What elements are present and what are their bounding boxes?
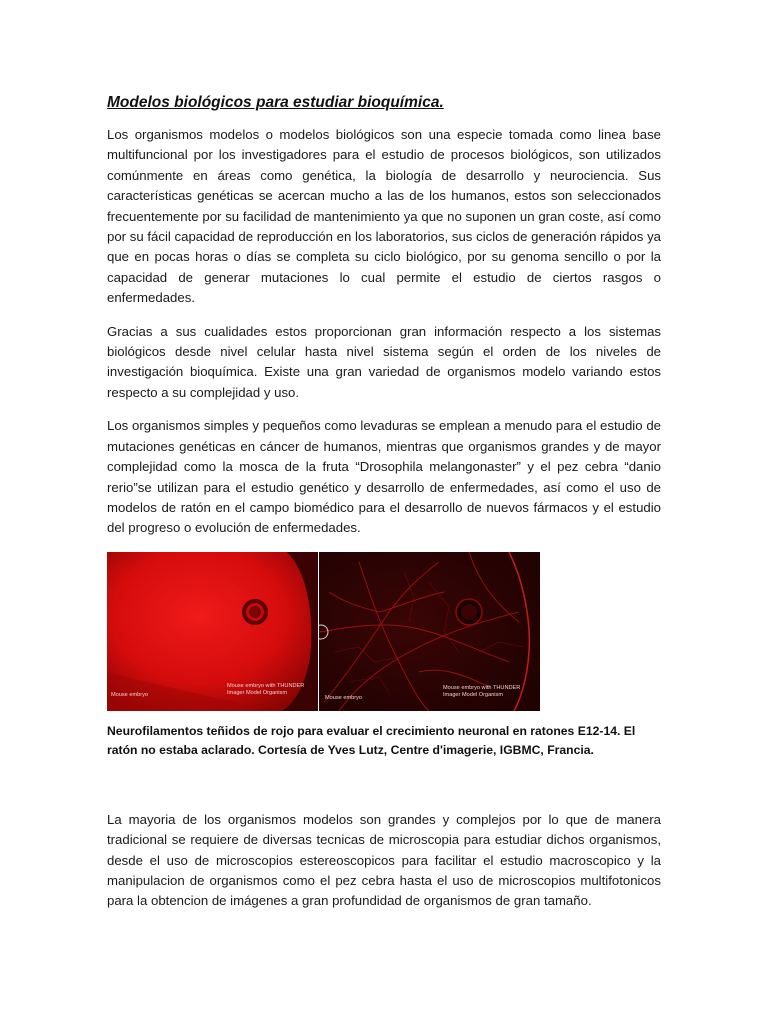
paragraph-3: Los organismos simples y pequeños como levaduras se emplean a menudo para el estudio de mutaciones genéticas en cáncer de humanos, mientras que organismos grandes y de mayor complejidad como la mosca de la fruta “Drosophila melangonaster” y el pez cebra “danio rerio”se utilizan para el estudio genético y desarrollo de enfermedades, así como el uso de modelos de ratón en el campo biomédico para el desarrollo de nuevos fármacos y el estudio del progreso o evolución de enfermedades. — [107, 418, 661, 536]
embryo-label-right-thunder: Mouse embryo with THUNDER Imager Model Organism — [443, 684, 521, 698]
closing-paragraph: La mayoria de los organismos modelos son grandes y complejos por lo que de manera tradicional se requiere de diversas tecnicas de microscopia para estudiar dichos organismos, desde el uso de microscopios estereoscopicos para facilitar el estudio macroscopico y la manipulacion de organismos como el pez cebra hasta el uso de microscopios multifotonicos para la obtencion de imágenes a gran profundidad de organismos de gran tamaño. — [107, 811, 661, 909]
figure-caption: Neurofilamentos teñidos de rojo para evaluar el crecimiento neuronal en ratones E12-14. El ratón no estaba aclarado. Cortesía de Yves Lutz, Centre d'imagerie, IGBMC, Francia. — [107, 723, 636, 757]
embryo-image-widefield — [107, 552, 318, 711]
embryo-label-left: Mouse embryo — [111, 691, 148, 698]
embryo-label-left-thunder: Mouse embryo with THUNDER Imager Model Organism — [227, 682, 305, 696]
paragraph-1: Los organismos modelos o modelos biológicos son una especie tomada como linea base multifuncional por los investigadores para el estudio de procesos biológicos, son utilizados comúnmente en áreas como genética, la biología de desarrollo y neurociencia. Sus características genéticas se acercan mucho a las de los humanos, estos son seleccionados frecuentemente por su facilidad de mantenimiento ya que no suponen un gran coste, así como por su fácil capacidad de reproducción en los laboratorios, sus ciclos de generación rápidos ya que en pocas horas o días se completa su ciclo biológico, por su genoma sencillo o por la capacidad de generar mutaciones lo cual permite el estudio de ciertos rasgos o enfermedades. — [107, 127, 661, 306]
embryo-label-right: Mouse embryo — [325, 694, 362, 701]
embryo-image-thunder — [319, 552, 540, 711]
document-page — [107, 93, 661, 925]
document-title: Modelos biológicos para estudiar bioquímica. — [107, 94, 444, 111]
embryo-figure — [107, 552, 540, 711]
paragraph-2: Gracias a sus cualidades estos proporcionan gran información respecto a los sistemas biológicos desde nivel celular hasta nivel sistema según el orden de los niveles de investigación bioquímica. Existe una gran variedad de organismos modelo variando estos respecto a su complejidad y uso. — [107, 323, 661, 400]
